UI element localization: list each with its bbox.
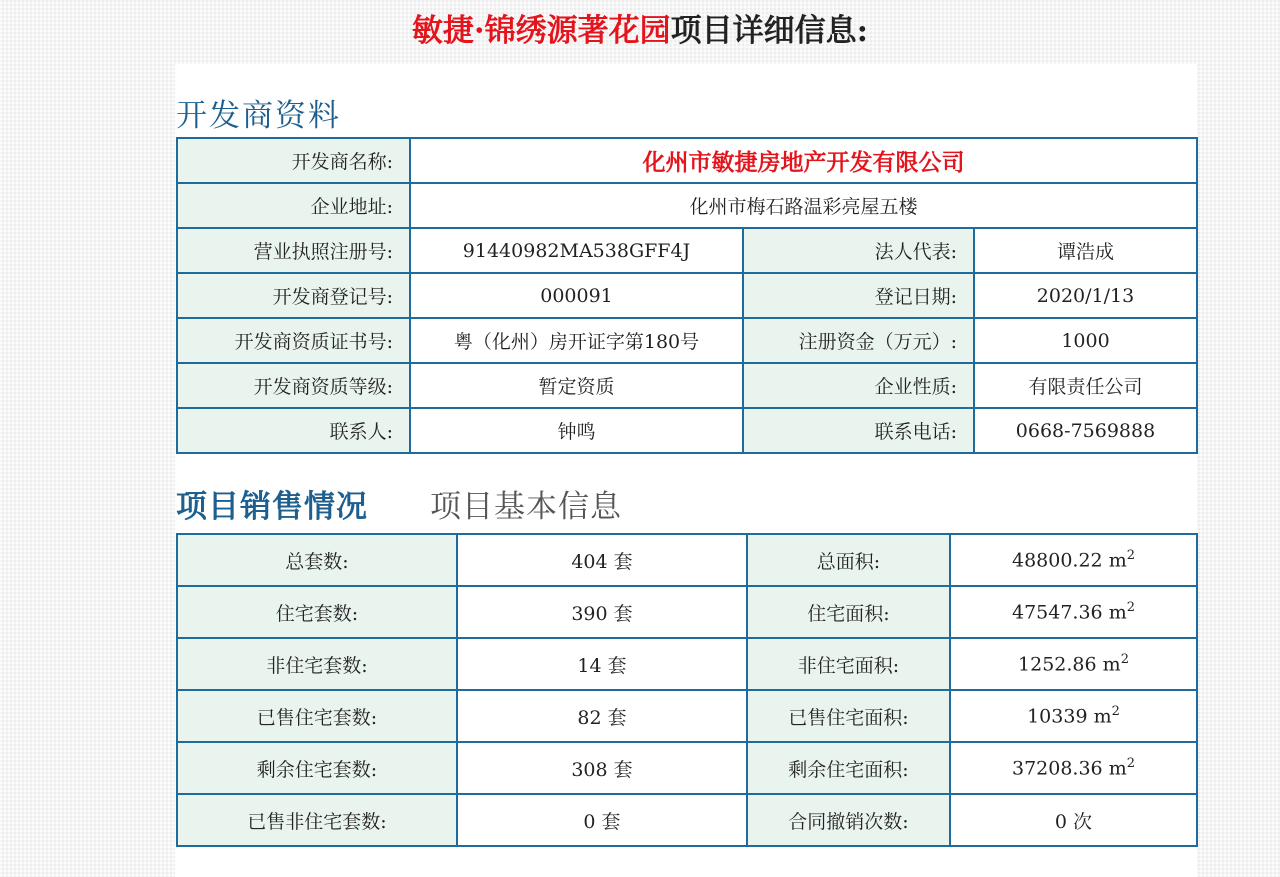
contact-value: 钟鸣: [410, 408, 743, 453]
contract-cancellations-label: 合同撤销次数:: [747, 794, 950, 846]
nature-label: 企业性质:: [743, 363, 974, 408]
capital-value: 1000: [974, 318, 1197, 363]
residential-units-value: 390 套: [457, 586, 747, 638]
sales-section-tabs: [176, 486, 622, 533]
sold-residential-units-label: 已售住宅套数:: [177, 690, 457, 742]
table-row: [177, 534, 1197, 586]
contract-cancellations-value: 0 次: [950, 794, 1197, 846]
project-name: 敏捷·锦绣源著花园: [411, 13, 671, 49]
developer-info-table: [176, 137, 1198, 454]
phone-value: 0668-7569888: [974, 408, 1197, 453]
sold-residential-area-value: 10339: [1027, 705, 1088, 728]
area-unit-exponent: 2: [1126, 600, 1136, 616]
reg-no-value: 000091: [410, 273, 743, 318]
non-residential-area-cell: [950, 638, 1197, 690]
table-row: [177, 742, 1197, 794]
non-residential-units-label: 非住宅套数:: [177, 638, 457, 690]
address-label: 企业地址:: [177, 183, 410, 228]
table-row: [177, 794, 1197, 846]
table-row: [177, 690, 1197, 742]
grade-value: 暂定资质: [410, 363, 743, 408]
sold-non-residential-units-value: 0 套: [457, 794, 747, 846]
cert-value: 粤（化州）房开证字第180号: [410, 318, 743, 363]
non-residential-units-value: 14 套: [457, 638, 747, 690]
residential-area-cell: [950, 586, 1197, 638]
sales-info-table: [176, 533, 1198, 847]
residential-area-value: 47547.36: [1011, 601, 1103, 624]
table-row: [177, 638, 1197, 690]
table-row: [177, 318, 1197, 363]
table-row: [177, 273, 1197, 318]
table-row: [177, 183, 1197, 228]
page-title-suffix: 项目详细信息:: [670, 13, 869, 49]
non-residential-area-value: 1252.86: [1018, 653, 1097, 676]
license-value: 91440982MA538GFF4J: [410, 228, 743, 273]
contact-label: 联系人:: [177, 408, 410, 453]
area-unit-exponent: 2: [1120, 652, 1129, 668]
tab-basic-info[interactable]: 项目基本信息: [430, 489, 622, 525]
cert-label: 开发商资质证书号:: [177, 318, 410, 363]
area-unit-exponent: 2: [1126, 756, 1136, 772]
area-unit: m: [1108, 601, 1127, 624]
license-label: 营业执照注册号:: [177, 228, 410, 273]
legal-rep-label: 法人代表:: [743, 228, 974, 273]
reg-date-value: 2020/1/13: [974, 273, 1197, 318]
total-units-label: 总套数:: [177, 534, 457, 586]
area-unit: m: [1102, 653, 1121, 676]
developer-name-label: 开发商名称:: [177, 138, 410, 183]
total-area-cell: [950, 534, 1197, 586]
reg-date-label: 登记日期:: [743, 273, 974, 318]
sold-residential-area-label: 已售住宅面积:: [747, 690, 950, 742]
tab-sales-status[interactable]: 项目销售情况: [176, 489, 368, 525]
remaining-residential-units-value: 308 套: [457, 742, 747, 794]
reg-no-label: 开发商登记号:: [177, 273, 410, 318]
non-residential-area-label: 非住宅面积:: [747, 638, 950, 690]
table-row: [177, 363, 1197, 408]
remaining-residential-area-value: 37208.36: [1011, 757, 1103, 780]
area-unit: m: [1093, 705, 1112, 728]
total-area-label: 总面积:: [747, 534, 950, 586]
area-unit-exponent: 2: [1126, 548, 1136, 564]
sold-residential-area-cell: [950, 690, 1197, 742]
residential-units-label: 住宅套数:: [177, 586, 457, 638]
total-units-value: 404 套: [457, 534, 747, 586]
table-row: [177, 138, 1197, 183]
area-unit: m: [1108, 549, 1127, 572]
phone-label: 联系电话:: [743, 408, 974, 453]
sold-residential-units-value: 82 套: [457, 690, 747, 742]
developer-section-title: 开发商资料: [176, 98, 341, 134]
table-row: [177, 408, 1197, 453]
table-row: [177, 586, 1197, 638]
page-title: [0, 8, 1280, 54]
nature-value: 有限责任公司: [974, 363, 1197, 408]
sold-non-residential-units-label: 已售非住宅套数:: [177, 794, 457, 846]
area-unit: m: [1108, 757, 1127, 780]
total-area-value: 48800.22: [1011, 549, 1103, 572]
remaining-residential-area-cell: [950, 742, 1197, 794]
legal-rep-value: 谭浩成: [974, 228, 1197, 273]
residential-area-label: 住宅面积:: [747, 586, 950, 638]
capital-label: 注册资金（万元）:: [743, 318, 974, 363]
developer-name-value: 化州市敏捷房地产开发有限公司: [410, 138, 1197, 183]
remaining-residential-units-label: 剩余住宅套数:: [177, 742, 457, 794]
remaining-residential-area-label: 剩余住宅面积:: [747, 742, 950, 794]
area-unit-exponent: 2: [1111, 704, 1120, 720]
address-value: 化州市梅石路温彩亮屋五楼: [410, 183, 1197, 228]
grade-label: 开发商资质等级:: [177, 363, 410, 408]
table-row: [177, 228, 1197, 273]
